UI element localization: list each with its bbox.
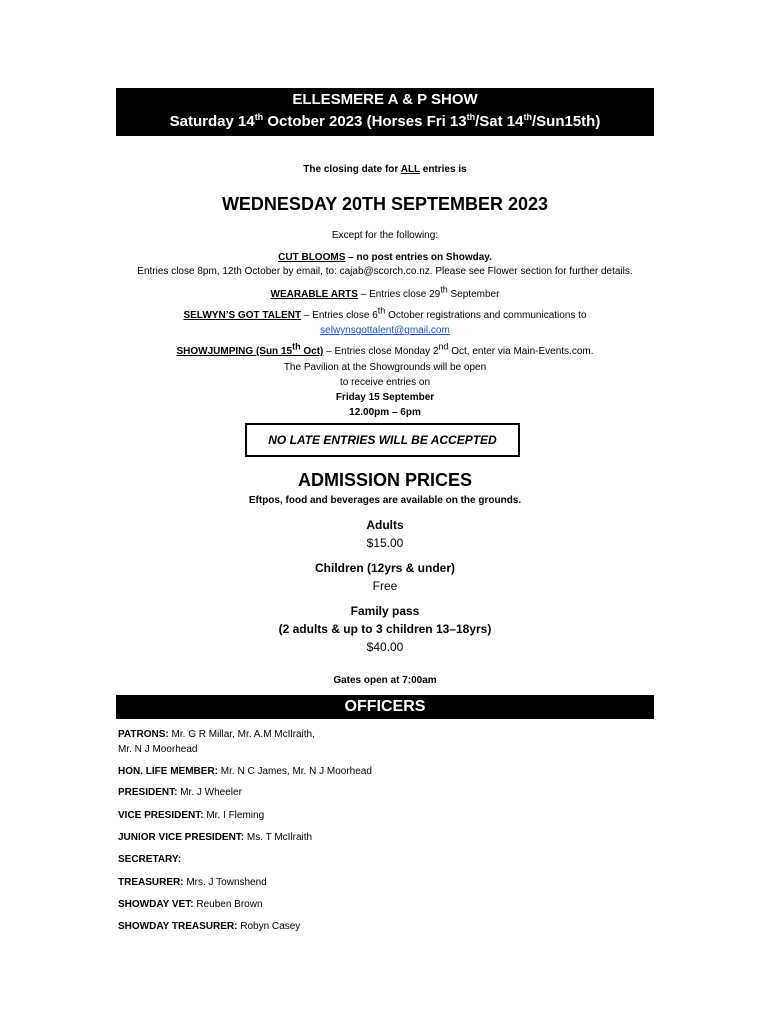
pavilion-line-1: The Pavilion at the Showgrounds will be open [283,362,487,373]
officers-banner [116,695,654,719]
officer-president: PRESIDENT: Mr. J Wheeler [118,787,242,798]
family-pass-price: $40.00 [366,640,404,654]
closing-date: WEDNESDAY 20TH SEPTEMBER 2023 [221,194,549,214]
show-dates: Saturday 14th October 2023 (Horses Fri 13th/Sat 14th/Sun15th) [169,112,601,130]
talent-line: SELWYN’S GOT TALENT – Entries close 6th October registrations and communications to [183,305,587,321]
officer-patrons: PATRONS: Mr. G R Millar, Mr. A.M McIlraith, Mr. N J Moorhead [118,729,315,755]
officer-showday-vet: SHOWDAY VET: Reuben Brown [118,899,263,910]
family-pass-detail: (2 adults & up to 3 children 13–18yrs) [278,622,492,636]
show-title: ELLESMERE A & P SHOW [292,91,478,108]
officers-title: OFFICERS [344,698,426,715]
admission-title: ADMISSION PRICES [297,470,473,490]
officer-showday-treasurer: SHOWDAY TREASURER: Robyn Casey [118,921,301,932]
cut-blooms-detail: Entries close 8pm, 12th October by email, to: cajab@scorch.co.nz. Please see Flower section for further details. [137,266,633,277]
officer-junior-vice-president: JUNIOR VICE PRESIDENT: Ms. T McIlraith [118,832,313,843]
pavilion-time: 12.00pm – 6pm [349,407,421,418]
officer-secretary: SECRETARY: [118,854,182,865]
except-text: Except for the following: [331,230,439,241]
pavilion-date: Friday 15 September [335,392,435,403]
cut-blooms-line: CUT BLOOMS – no post entries on Showday. [278,252,492,263]
talent-email-link[interactable]: selwynsgottalent@gmail.com [320,325,450,336]
officer-life-member: HON. LIFE MEMBER: Mr. N C James, Mr. N J Moorhead [118,766,372,777]
officer-vice-president: VICE PRESIDENT: Mr. I Fleming [118,810,265,821]
children-label: Children (12yrs & under) [314,561,456,575]
adults-label: Adults [366,518,404,532]
showjumping-line: SHOWJUMPING (Sun 15th Oct) – Entries close Monday 2nd Oct, enter via Main-Events.com. [176,341,594,357]
officer-treasurer: TREASURER: Mrs. J Townshend [118,877,267,888]
talent-email-row [0,325,770,336]
gates-open: Gates open at 7:00am [333,675,437,686]
show-header-banner [116,88,654,136]
admission-subtitle: Eftpos, food and beverages are available on the grounds. [248,495,522,506]
children-price: Free [372,579,398,593]
family-pass-label: Family pass [350,604,420,618]
closing-intro: The closing date for ALL entries is [303,164,467,175]
pavilion-line-2: to receive entries on [339,377,431,388]
adults-price: $15.00 [366,536,404,550]
wearable-arts-line: WEARABLE ARTS – Entries close 29th September [270,284,500,300]
no-late-entries-notice: NO LATE ENTRIES WILL BE ACCEPTED [245,423,520,457]
